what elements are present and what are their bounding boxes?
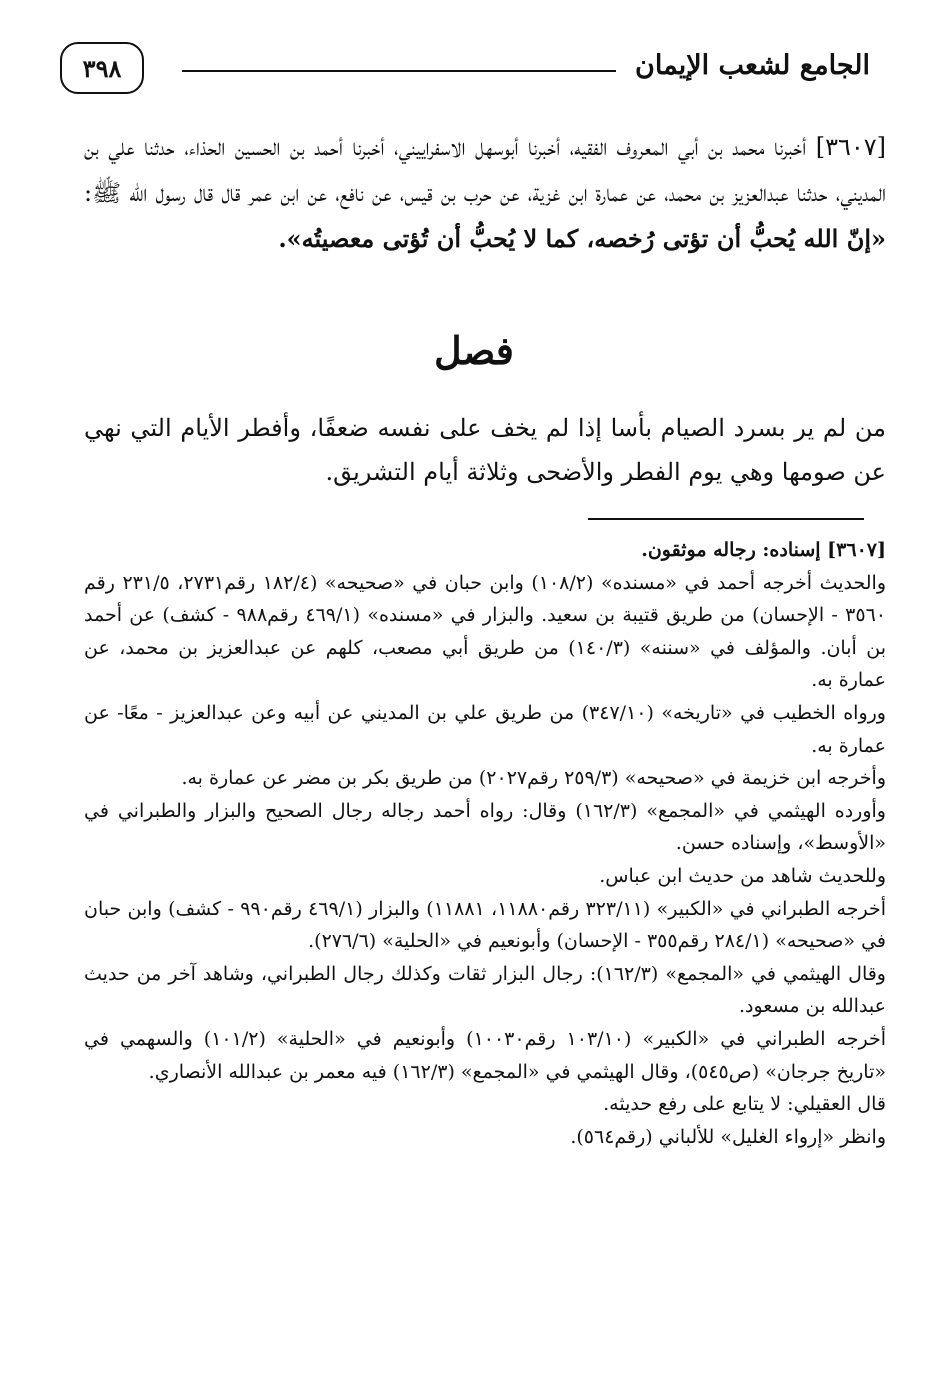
footnote-paragraph: قال العقيلي: لا يتابع على رفع حديثه. bbox=[603, 1093, 886, 1116]
page-number: ٣٩٨ bbox=[82, 53, 122, 83]
section-body: من لم ير بسرد الصيام بأسا إذا لم يخف على نفسه ضعفًا، وأفطر الأيام التي نهي عن صومها وهي يوم الفطر والأضحى وثلاثة أيام التشريق. bbox=[84, 414, 887, 486]
hadith-text: [٣٦٠٧] أخبرنا محمد بن أبي المعروف الفقيه، أخبرنا أبوسهل الاسفراييني، أخبرنا أحمد بن الحسين الحذاء، حدثنا علي بن المديني، حدثنا عبدالعزيز بن محمد، عن عمارة ابن غزية، عن حرب بن قيس، عن نافع، عن ابن عمر قال قال رسول الله ﷺ: bbox=[84, 133, 886, 207]
footnote-paragraph: وانظر «إرواء الغليل» للألباني (رقم٥٦٤). bbox=[570, 1125, 886, 1148]
footnote-head: [٣٦٠٧] إسناده: رجاله موثقون. bbox=[641, 539, 886, 561]
footnotes bbox=[84, 534, 886, 1153]
footnote-paragraph: والحديث أخرجه أحمد في «مسنده» (١٠٨/٢) وابن حبان في «صحيحه» (١٨٢/٤ رقم٢٧٣١، ٢٣١/٥ رقم ٣٥٦٠ - الإحسان) من طريق قتيبة بن سعيد. والبزار في «مسنده» (٤٦٩/١ رقم٩٨٨ - كشف) عن أحمد بن أبان. والمؤلف في «سننه» (١٤٠/٣) من طريق أبي مصعب، كلهم عن عبدالعزيز بن محمد، عن عمارة به. bbox=[84, 571, 887, 692]
page-number-badge bbox=[60, 42, 144, 94]
footnote-paragraph: وقال الهيثمي في «المجمع» (١٦٢/٣): رجال البزار ثقات وكذلك رجال الطبراني، وشاهد آخر من حديث عبدالله بن مسعود. bbox=[84, 962, 886, 1018]
footnote-paragraph: وأورده الهيثمي في «المجمع» (١٦٢/٣) وقال: رواه أحمد رجاله رجال الصحيح والبزار والطبراني في «الأوسط»، وإسناده حسن. bbox=[84, 799, 886, 855]
section-heading: فصل bbox=[434, 328, 514, 373]
hadith-block bbox=[84, 124, 886, 262]
book-title: الجامع لشعب الإيمان bbox=[635, 50, 870, 81]
hadith-paragraph bbox=[84, 124, 886, 262]
footnote-paragraph: أخرجه الطبراني في «الكبير» (٣٢٣/١١ رقم١١٨٨٠، ١١٨٨١) والبزار (٤٦٩/١ رقم٩٩٠ - كشف) وابن حبان في «صحيحه» (٢٨٤/١ رقم٣٥٥ - الإحسان) وأبونعيم في «الحلية» (٢٧٦/٦). bbox=[84, 897, 886, 953]
footnote-paragraph: أخرجه الطبراني في «الكبير» (١٠٣/١٠ رقم١٠٠٣٠) وأبونعيم في «الحلية» (١٠١/٢) والسهمي في «تاريخ جرجان» (ص٥٤٥)، وقال الهيثمي في «المجمع» (١٦٢/٣) فيه معمر بن عبدالله الأنصاري. bbox=[84, 1027, 886, 1083]
hadith-quote: «إنّ الله يُحبُّ أن تؤتى رُخصه، كما لا يُحبُّ أن تُؤتى معصيتُه». bbox=[278, 224, 886, 253]
footnote-paragraph: وأخرجه ابن خزيمة في «صحيحه» (٢٥٩/٣ رقم٢٠٢٧) من طريق بكر بن مضر عن عمارة به. bbox=[181, 767, 886, 790]
footnote-paragraph: وللحديث شاهد من حديث ابن عباس. bbox=[599, 864, 886, 887]
header-rule bbox=[182, 70, 616, 72]
page-header bbox=[60, 42, 870, 106]
footnote-paragraph: ورواه الخطيب في «تاريخه» (٣٤٧/١٠) من طريق علي بن المديني عن أبيه وعن عبدالعزيز - معًا- عن عمارة به. bbox=[84, 701, 886, 757]
footnote-separator bbox=[588, 518, 864, 520]
